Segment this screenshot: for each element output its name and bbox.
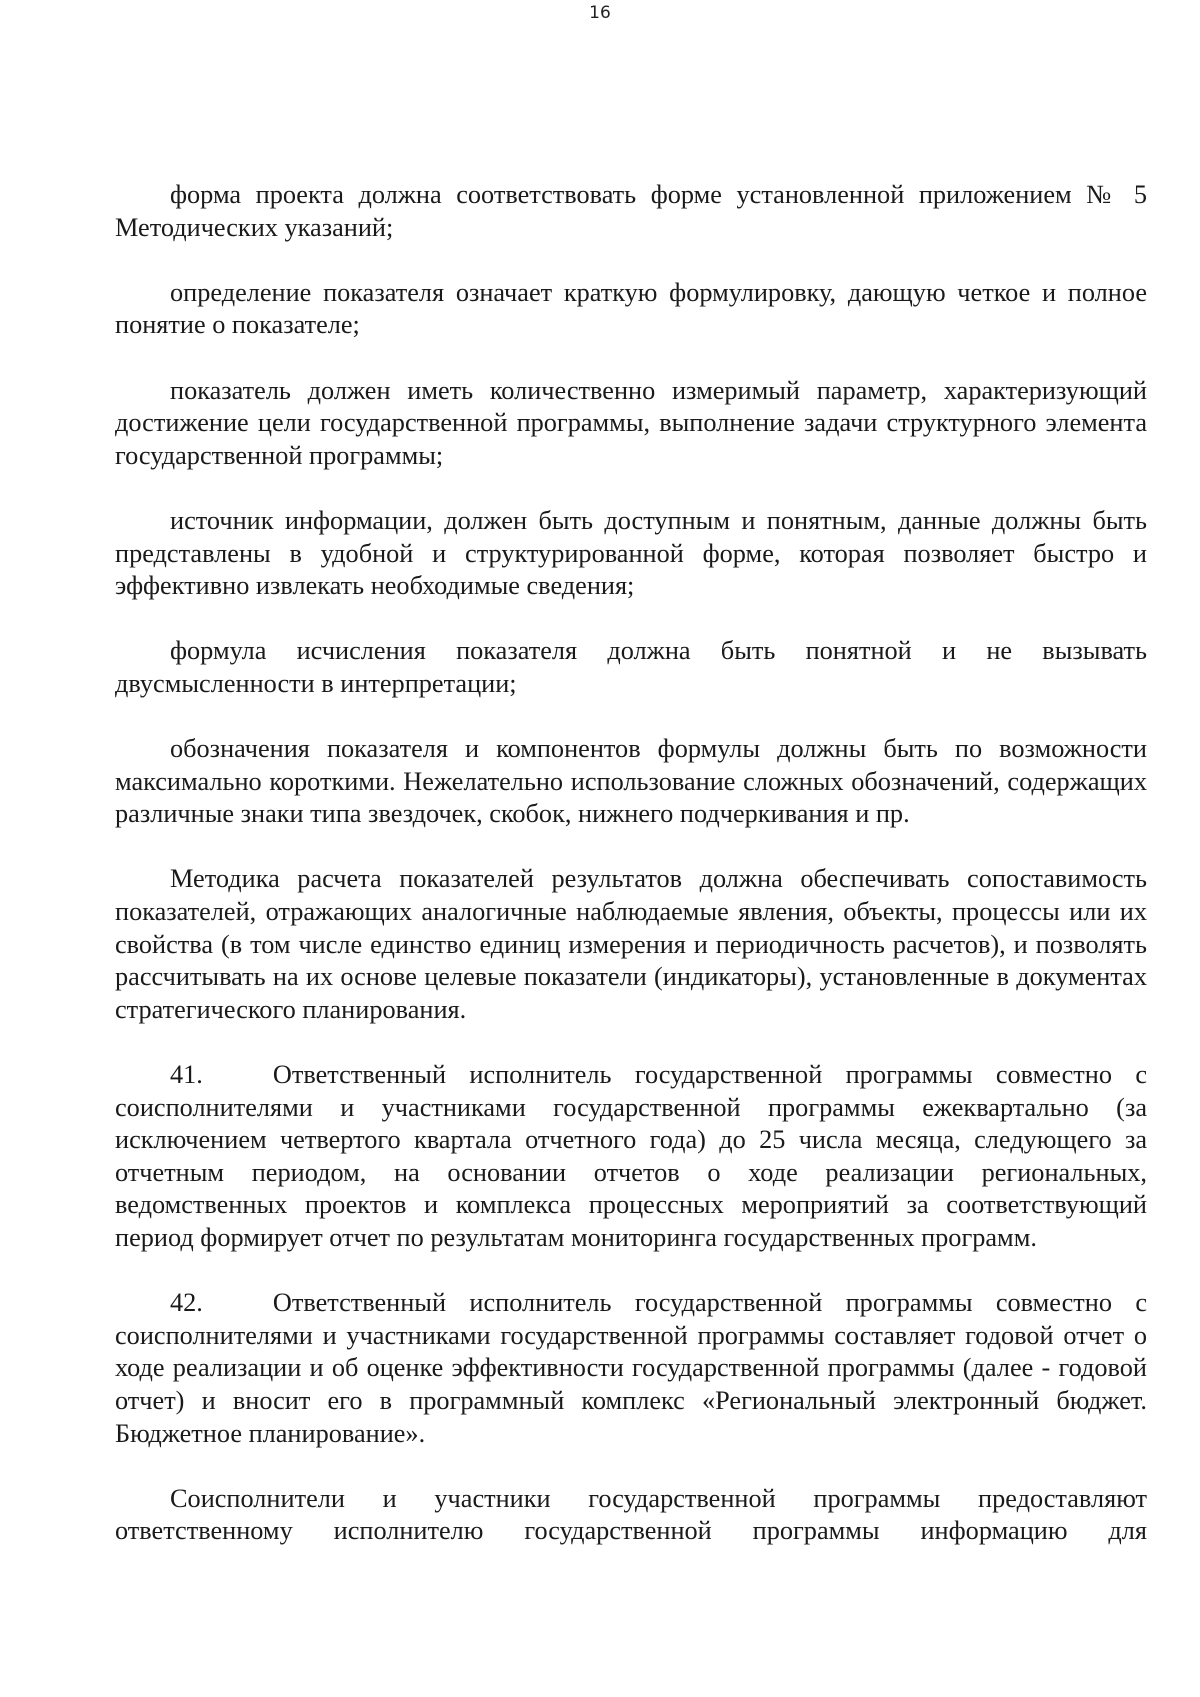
page-number: 16 [589, 3, 611, 23]
paragraph-indicator-definition: определение показателя означает краткую формулировку, дающую четкое и полное понятие о показателе; [115, 277, 1147, 340]
paragraph-measurable-parameter: показатель должен иметь количественно измеримый параметр, характеризующий достижение цели государственной программы, выполнение задачи структурного элемента государственной программы; [115, 375, 1147, 470]
paragraph-methodology: Методика расчета показателей результатов должна обеспечивать сопоставимость показателей, отражающих аналогичные наблюдаемые явления, объекты, процессы или их свойства (в том числе единство единиц измерения и периодичность расчетов), и позволять рассчитывать на их основе целевые показатели (индикаторы), установленные в документах стратегического планирования. [115, 864, 1147, 1024]
paragraph-information-source: источник информации, должен быть доступным и понятным, данные должны быть представлены в удобной и структурированной форме, которая позволяет быстро и эффективно извлекать необходимые сведения; [115, 505, 1147, 601]
paragraph-clause-42: 42. Ответственный исполнитель государственной программы совместно с соисполнителями и участниками государственной программы составляет годовой отчет о ходе реализации и об оценке эффективности государственной программы (далее - годовой отчет) и вносит его в программный комплекс «Региональный электронный бюджет. Бюджетное планирование». [115, 1288, 1154, 1448]
paragraph-project-form: форма проекта должна соответствовать форме установленной приложением № 5 Методических указаний; [115, 180, 1147, 242]
paragraph-co-executors: Соисполнители и участники государственной программы предоставляют ответственному исполнителю государственной программы информацию для [115, 1483, 1147, 1546]
paragraph-designations: обозначения показателя и компонентов формулы должны быть по возможности максимально короткими. Нежелательно использование сложных обозначений, содержащих различные знаки типа звездочек, скобок, нижнего подчеркивания и пр. [115, 734, 1147, 829]
paragraph-clause-41: 41. Ответственный исполнитель государственной программы совместно с соисполнителями и участниками государственной программы ежеквартально (за исключением четвертого квартала отчетного года) до 25 числа месяца, следующего за отчетным периодом, на основании отчетов о ходе реализации региональных, ведомственных проектов и комплекса процессных мероприятий за соответствующий период формирует отчет по результатам мониторинга государственных программ. [115, 1060, 1154, 1252]
document-body [115, 179, 1154, 1581]
paragraph-calculation-formula: формула исчисления показателя должна быть понятной и не вызывать двусмысленности в интерпретации; [115, 636, 1147, 698]
